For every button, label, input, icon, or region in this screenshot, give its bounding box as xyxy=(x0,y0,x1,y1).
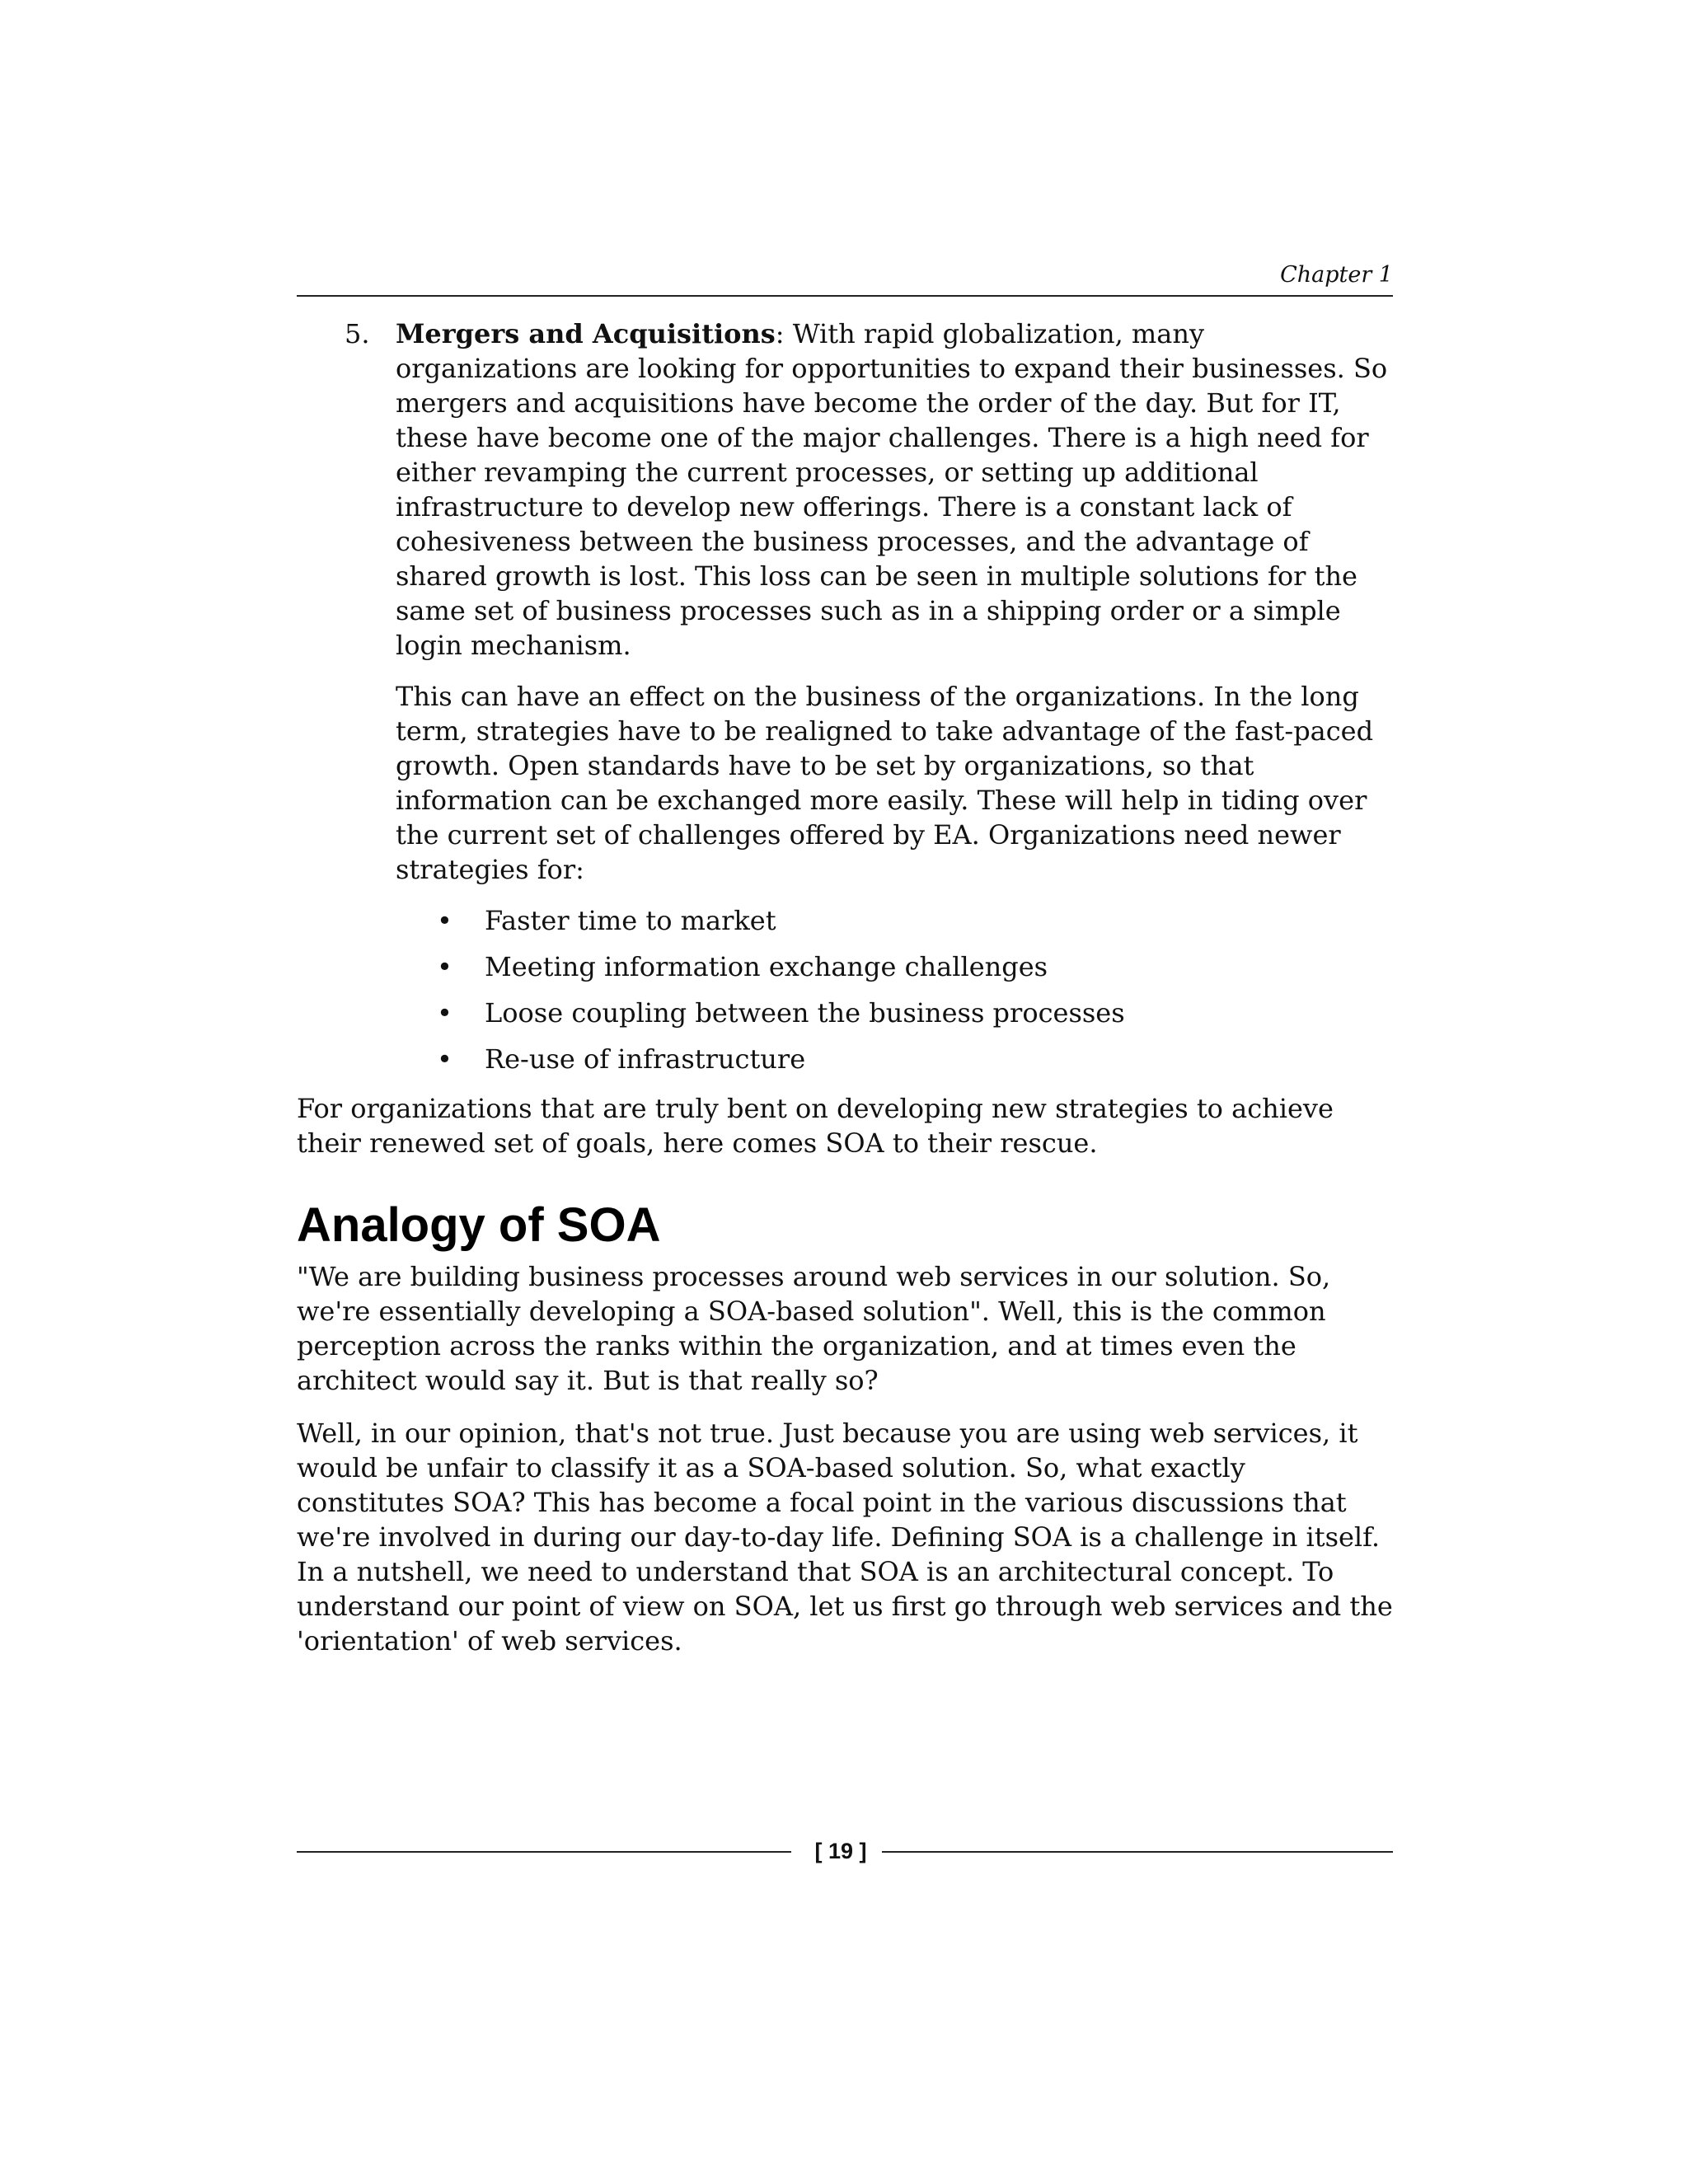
item-paragraph-1 xyxy=(396,316,1393,663)
list-item: • Re-use of infrastructure xyxy=(437,1043,806,1075)
item-title: Mergers and Acquisitions xyxy=(396,318,776,349)
page-body xyxy=(297,316,1393,1676)
running-header xyxy=(297,262,1393,297)
item-paragraph-2: This can have an effect on the business of the organizations. In the long term, strategies have to be realigned to take advantage of the fast-paced growth. Open standards have to be set by organizations, so that information can be exchanged more easily. These will help in tiding over the current set of challenges offered by EA. Organizations need newer strategies for: xyxy=(396,681,1374,885)
list-item: • Meeting information exchange challenges xyxy=(437,951,1048,982)
strategy-list xyxy=(396,903,1393,1076)
document-page xyxy=(297,0,1393,2184)
closing-paragraph: For organizations that are truly bent on developing new strategies to achieve their renewed set of goals, here comes SOA to their rescue. xyxy=(297,1093,1334,1159)
page-footer xyxy=(297,1835,1393,1868)
section-paragraph-1: "We are building business processes around web services in our solution. So, we're essentially developing a SOA-based solution". Well, this is the common perception across the ranks within the organization, and at times even the architect would say it. But is that really so? xyxy=(297,1261,1331,1396)
chapter-label: Chapter 1 xyxy=(1280,262,1393,288)
bullet-icon: • xyxy=(437,951,452,982)
bullet-icon: • xyxy=(437,905,452,936)
bullet-icon: • xyxy=(437,997,452,1029)
numbered-item-5 xyxy=(297,316,1393,1076)
footer-rule-left xyxy=(297,1851,791,1853)
section-heading: Analogy of SOA xyxy=(297,1198,661,1252)
page-number: [ 19 ] xyxy=(814,1839,867,1863)
bullet-icon: • xyxy=(437,1043,452,1075)
section-paragraph-2: Well, in our opinion, that's not true. Just because you are using web services, it would be unfair to classify it as a SOA-based solution. So, what exactly constitutes SOA? This has become a focal point in the various discussions that we're involved in during our day-to-day life. Defining SOA is a challenge in itself. In a nutshell, we need to understand that SOA is an architectural concept. To understand our point of view on SOA, let us first go through web services and the 'orientation' of web services. xyxy=(297,1418,1393,1657)
item-number: 5. xyxy=(345,318,370,349)
list-item: • Faster time to market xyxy=(437,905,776,936)
list-item: • Loose coupling between the business processes xyxy=(437,997,1125,1029)
item-text: : With rapid globalization, many organizations are looking for opportunities to expand their businesses. So mergers and acquisitions have become the order of the day. But for IT, these have become one of the major challenges. There is a high need for either revamping the current processes, or setting up additional infrastructure to develop new offerings. There is a constant lack of cohesiveness between the business processes, and the advantage of shared growth is lost. This loss can be seen in multiple solutions for the same set of business processes such as in a shipping order or a simple login mechanism. xyxy=(396,318,1388,661)
footer-rule-right xyxy=(882,1851,1393,1853)
